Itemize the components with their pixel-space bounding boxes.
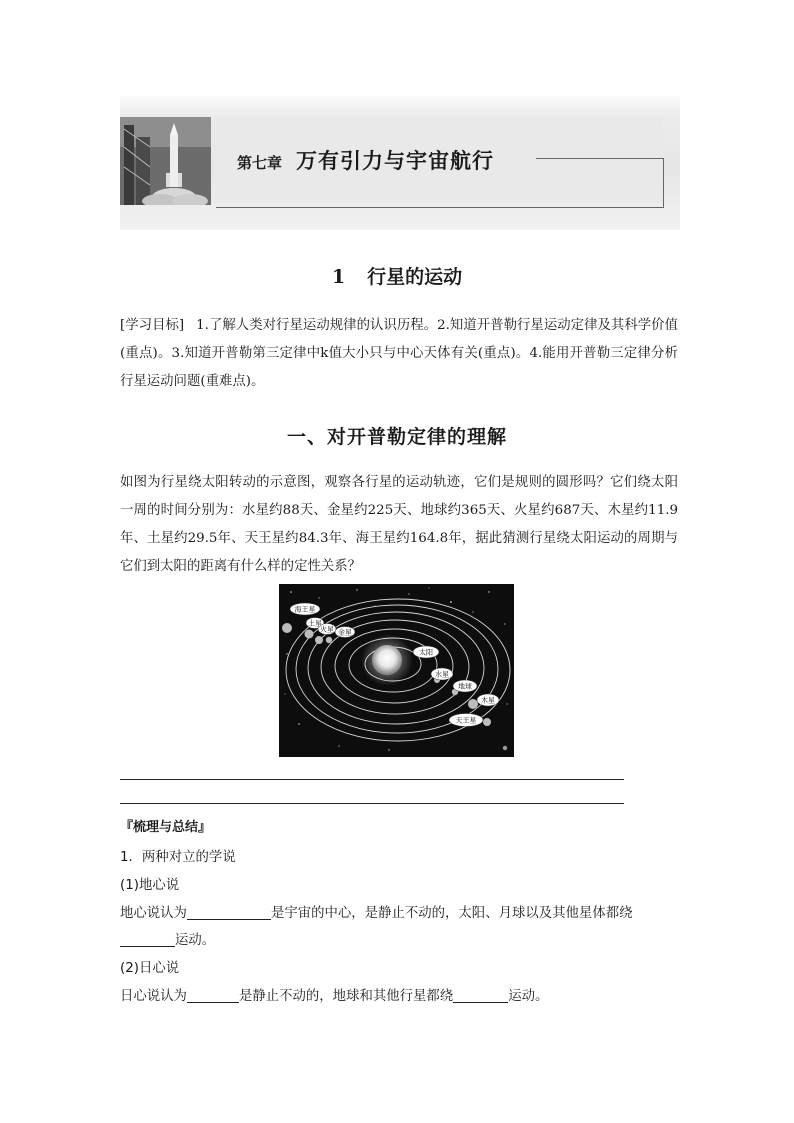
geocentric-text-c: 运动。	[175, 933, 216, 948]
section-name: 行星的运动	[367, 266, 463, 288]
geocentric-text-b: 是宇宙的中心，是静止不动的，太阳、月球以及其他星体都绕	[270, 906, 633, 921]
heliocentric-text-c: 运动。	[508, 989, 549, 1004]
part-one-title: 一、对开普勒定律的理解	[286, 426, 507, 448]
frame-top-line	[536, 158, 663, 159]
rocket-launch-image	[120, 117, 211, 205]
label-neptune: 海王星	[294, 605, 316, 614]
summary-title: 『梳理与总结』	[120, 820, 212, 835]
question-paragraph: 如图为行星绕太阳转动的示意图，观察各行星的运动轨迹，它们是规则的圆形吗？它们绕太阳一周的时间分别为：水星约88天、金星约225天、地球约365天、火星约687天、木星约11.9年、土星约29.5年、天王星约84.3年、海王星约164.8年，据此猜测行星绕太阳运动的周期与它们到太阳的距离有什么样的定性关系？	[120, 475, 678, 574]
section-number: 1	[331, 266, 346, 288]
heliocentric-text-a: 日心说认为	[120, 989, 187, 1004]
objectives-text: 1.了解人类对行星运动规律的认识历程。2.知道开普勒行星运动定律及其科学价值(重点)。3.知道开普勒第三定律中k值大小只与中心天体有关(重点)。4.能用开普勒三定律分析行星运动问题(重难点)。	[120, 318, 678, 389]
label-earth: 地球	[458, 682, 472, 691]
label-uranus: 天王星	[455, 716, 477, 725]
chapter-heading	[237, 146, 494, 176]
section-title	[0, 262, 794, 289]
summary-item-1: 1．两种对立的学说	[120, 850, 236, 865]
heliocentric-sentence	[120, 985, 548, 1004]
fill-blank[interactable]	[453, 988, 508, 1003]
geocentric-sentence-cont	[120, 929, 215, 948]
summary-sub-heliocentric: (2)日心说	[120, 961, 180, 976]
geocentric-text-a: 地心说认为	[120, 906, 187, 921]
label-jupiter: 木星	[481, 696, 495, 705]
answer-line[interactable]	[120, 779, 624, 780]
solar-system-figure	[279, 584, 514, 757]
objectives-tag: [学习目标]	[120, 318, 185, 333]
geocentric-sentence	[120, 902, 633, 921]
fill-blank[interactable]	[120, 932, 175, 947]
label-sun: 太阳	[419, 648, 433, 657]
label-mars: 火星	[320, 625, 334, 634]
answer-line[interactable]	[120, 803, 624, 804]
summary-sub-geocentric: (1)地心说	[120, 878, 180, 893]
chapter-number: 第七章	[237, 154, 283, 172]
fill-blank[interactable]	[187, 905, 271, 920]
learning-objectives	[120, 312, 678, 396]
heliocentric-text-b: 是静止不动的，地球和其他行星都绕	[238, 989, 454, 1004]
label-mercury: 水星	[435, 670, 449, 679]
fill-blank[interactable]	[187, 988, 239, 1003]
label-saturn: 土星	[308, 619, 322, 628]
label-venus: 金星	[338, 628, 352, 637]
chapter-name: 万有引力与宇宙航行	[296, 149, 495, 173]
sun	[372, 645, 402, 675]
